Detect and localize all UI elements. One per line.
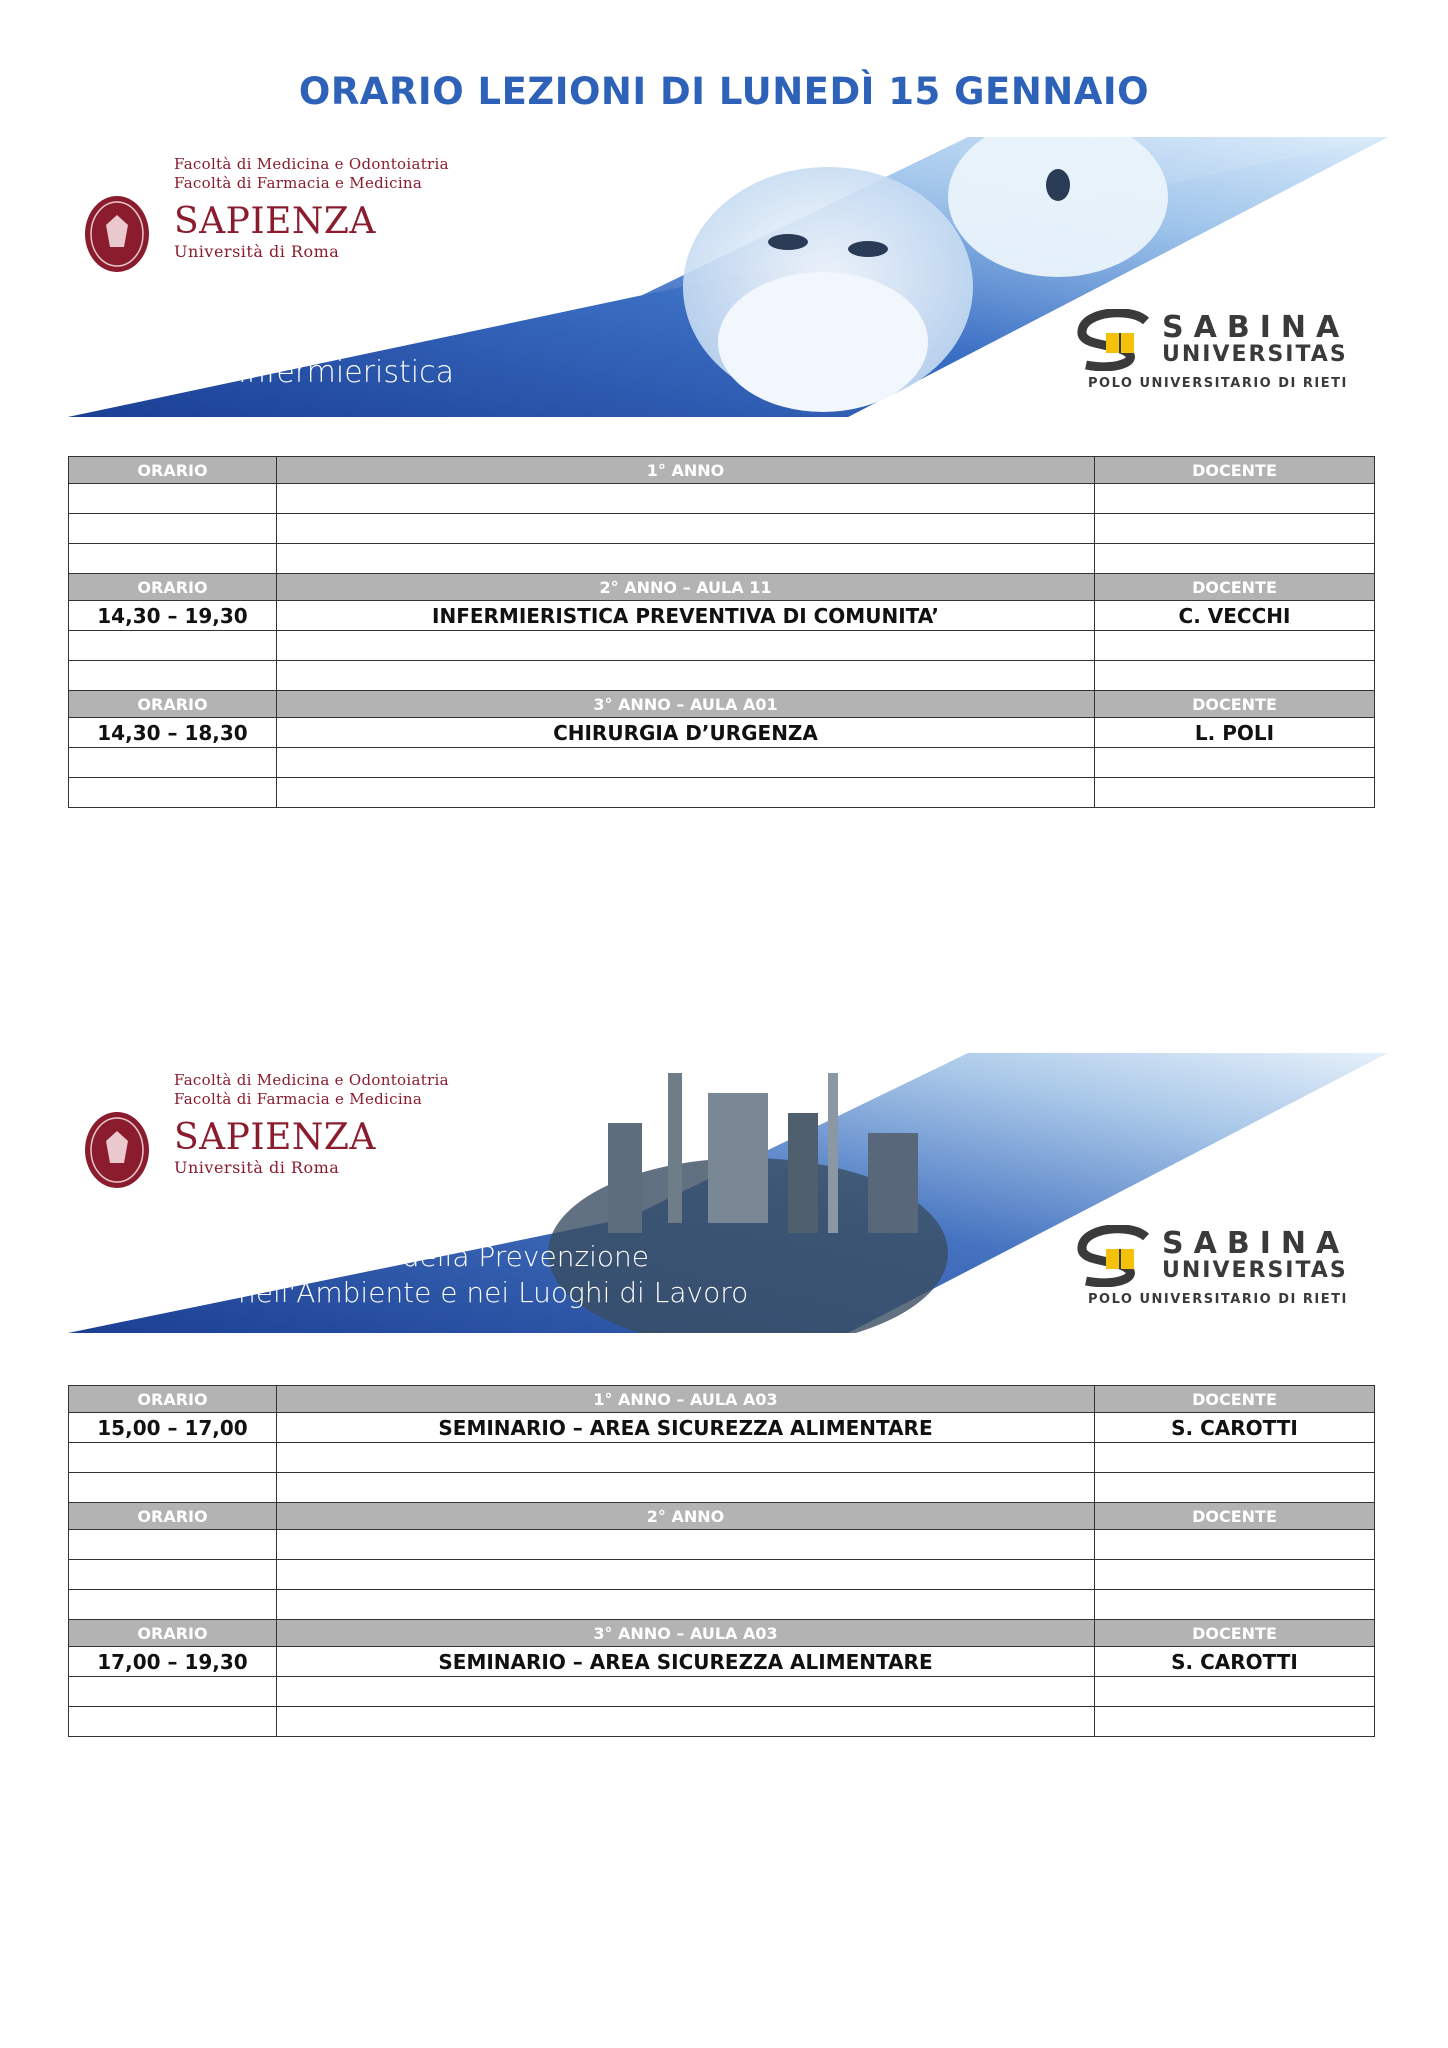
- header-orario: ORARIO: [69, 1503, 277, 1530]
- cell-orario: [69, 1473, 277, 1503]
- banner-infermieristica: [68, 137, 1388, 417]
- header-docente: DOCENTE: [1095, 1503, 1375, 1530]
- cell-orario: [69, 1677, 277, 1707]
- sabina-name: SABINA: [1162, 310, 1350, 345]
- faculty-line-2: Facoltà di Farmacia e Medicina: [174, 174, 423, 192]
- page-title: ORARIO LEZIONI DI LUNEDÌ 15 GENNAIO: [298, 70, 1150, 113]
- table-row: [69, 1530, 1375, 1560]
- table-row: [69, 1560, 1375, 1590]
- cell-docente: C. VECCHI: [1095, 601, 1375, 631]
- cell-docente: L. POLI: [1095, 718, 1375, 748]
- cell-materia: SEMINARIO – AREA SICUREZZA ALIMENTARE: [277, 1647, 1095, 1677]
- header-anno: 1° ANNO: [277, 457, 1095, 484]
- cell-orario: [69, 484, 277, 514]
- cell-materia: [277, 778, 1095, 808]
- cell-orario: [69, 514, 277, 544]
- header-anno: 3° ANNO – AULA A01: [277, 691, 1095, 718]
- cell-orario: [69, 631, 277, 661]
- cell-docente: S. CAROTTI: [1095, 1647, 1375, 1677]
- cell-orario: 14,30 – 19,30: [69, 601, 277, 631]
- cell-docente: [1095, 544, 1375, 574]
- section-header-row: [69, 457, 1375, 484]
- table-row: [69, 1473, 1375, 1503]
- cell-materia: [277, 1707, 1095, 1737]
- cell-materia: [277, 661, 1095, 691]
- sapienza-name: SAPIENZA: [174, 1117, 376, 1158]
- course-name: [238, 1239, 748, 1311]
- schedule-table-infermieristica: [68, 456, 1375, 808]
- cell-docente: [1095, 778, 1375, 808]
- schedule-table-tecniche-prevenzione: [68, 1385, 1375, 1737]
- faculty-line-2: Facoltà di Farmacia e Medicina: [174, 1090, 423, 1108]
- sabina-polo: POLO UNIVERSITARIO DI RIETI: [1088, 1292, 1348, 1307]
- sabina-logo-icon: [1076, 309, 1156, 371]
- cell-docente: [1095, 748, 1375, 778]
- header-docente: DOCENTE: [1095, 574, 1375, 601]
- cell-orario: 14,30 – 18,30: [69, 718, 277, 748]
- cell-materia: [277, 514, 1095, 544]
- cell-materia: [277, 1590, 1095, 1620]
- faculty-line-1: Facoltà di Medicina e Odontoiatria: [174, 155, 449, 173]
- sabina-name: SABINA: [1162, 1226, 1350, 1261]
- cell-materia: [277, 544, 1095, 574]
- section-header-row: [69, 574, 1375, 601]
- header-anno: 1° ANNO – AULA A03: [277, 1386, 1095, 1413]
- cell-materia: INFERMIERISTICA PREVENTIVA DI COMUNITA’: [277, 601, 1095, 631]
- section-header-row: [69, 1386, 1375, 1413]
- cell-docente: [1095, 1707, 1375, 1737]
- cell-docente: [1095, 1677, 1375, 1707]
- header-docente: DOCENTE: [1095, 1620, 1375, 1647]
- header-orario: ORARIO: [69, 1386, 277, 1413]
- cell-docente: [1095, 1590, 1375, 1620]
- header-orario: ORARIO: [69, 1620, 277, 1647]
- sapienza-university: Università di Roma: [174, 1158, 340, 1177]
- cell-docente: [1095, 484, 1375, 514]
- cell-docente: [1095, 1443, 1375, 1473]
- cell-orario: [69, 1560, 277, 1590]
- cell-docente: [1095, 1473, 1375, 1503]
- header-orario: ORARIO: [69, 457, 277, 484]
- banner-tecniche-prevenzione: [68, 1053, 1388, 1333]
- course-line-2: nell'Ambiente e nei Luoghi di Lavoro: [238, 1276, 749, 1309]
- header-orario: ORARIO: [69, 574, 277, 601]
- cell-orario: [69, 748, 277, 778]
- sabina-logo-icon: [1076, 1225, 1156, 1287]
- sabina-polo: POLO UNIVERSITARIO DI RIETI: [1088, 376, 1348, 391]
- course-line-1: Tecniche della Prevenzione: [272, 1240, 650, 1273]
- cell-orario: [69, 1590, 277, 1620]
- header-docente: DOCENTE: [1095, 691, 1375, 718]
- cell-docente: [1095, 1530, 1375, 1560]
- header-docente: DOCENTE: [1095, 1386, 1375, 1413]
- table-row: [69, 514, 1375, 544]
- sabina-universitas: UNIVERSITAS: [1162, 342, 1348, 367]
- cell-orario: [69, 1707, 277, 1737]
- cell-docente: [1095, 631, 1375, 661]
- table-row: [69, 631, 1375, 661]
- cell-materia: CHIRURGIA D’URGENZA: [277, 718, 1095, 748]
- sapienza-seal-icon: [84, 1111, 150, 1189]
- cell-materia: [277, 1473, 1095, 1503]
- table-row: [69, 1443, 1375, 1473]
- table-row: [69, 601, 1375, 631]
- table-row: [69, 1413, 1375, 1443]
- cell-materia: [277, 631, 1095, 661]
- table-row: [69, 1647, 1375, 1677]
- cell-materia: [277, 1530, 1095, 1560]
- sapienza-name: SAPIENZA: [174, 201, 376, 242]
- table-row: [69, 1677, 1375, 1707]
- sabina-universitas: UNIVERSITAS: [1162, 1258, 1348, 1283]
- header-orario: ORARIO: [69, 691, 277, 718]
- header-anno: 2° ANNO – AULA 11: [277, 574, 1095, 601]
- cell-orario: [69, 1530, 277, 1560]
- cell-materia: [277, 1443, 1095, 1473]
- cell-orario: [69, 544, 277, 574]
- course-line-1: Infermieristica: [238, 355, 454, 390]
- table-row: [69, 778, 1375, 808]
- cell-materia: [277, 1560, 1095, 1590]
- table-row: [69, 484, 1375, 514]
- section-header-row: [69, 1503, 1375, 1530]
- cell-materia: [277, 748, 1095, 778]
- cell-orario: 17,00 – 19,30: [69, 1647, 277, 1677]
- cell-orario: 15,00 – 17,00: [69, 1413, 277, 1443]
- cell-materia: SEMINARIO – AREA SICUREZZA ALIMENTARE: [277, 1413, 1095, 1443]
- sapienza-university: Università di Roma: [174, 242, 340, 261]
- cell-orario: [69, 1443, 277, 1473]
- header-anno: 2° ANNO: [277, 1503, 1095, 1530]
- section-header-row: [69, 1620, 1375, 1647]
- table-row: [69, 748, 1375, 778]
- sapienza-seal-icon: [84, 195, 150, 273]
- header-anno: 3° ANNO – AULA A03: [277, 1620, 1095, 1647]
- cell-docente: [1095, 661, 1375, 691]
- table-row: [69, 718, 1375, 748]
- table-row: [69, 661, 1375, 691]
- cell-docente: [1095, 514, 1375, 544]
- course-name: [238, 355, 454, 391]
- cell-materia: [277, 1677, 1095, 1707]
- faculty-line-1: Facoltà di Medicina e Odontoiatria: [174, 1071, 449, 1089]
- table-row: [69, 1590, 1375, 1620]
- cell-docente: S. CAROTTI: [1095, 1413, 1375, 1443]
- cell-docente: [1095, 1560, 1375, 1590]
- cell-orario: [69, 661, 277, 691]
- table-row: [69, 544, 1375, 574]
- table-row: [69, 1707, 1375, 1737]
- cell-materia: [277, 484, 1095, 514]
- section-header-row: [69, 691, 1375, 718]
- cell-orario: [69, 778, 277, 808]
- header-docente: DOCENTE: [1095, 457, 1375, 484]
